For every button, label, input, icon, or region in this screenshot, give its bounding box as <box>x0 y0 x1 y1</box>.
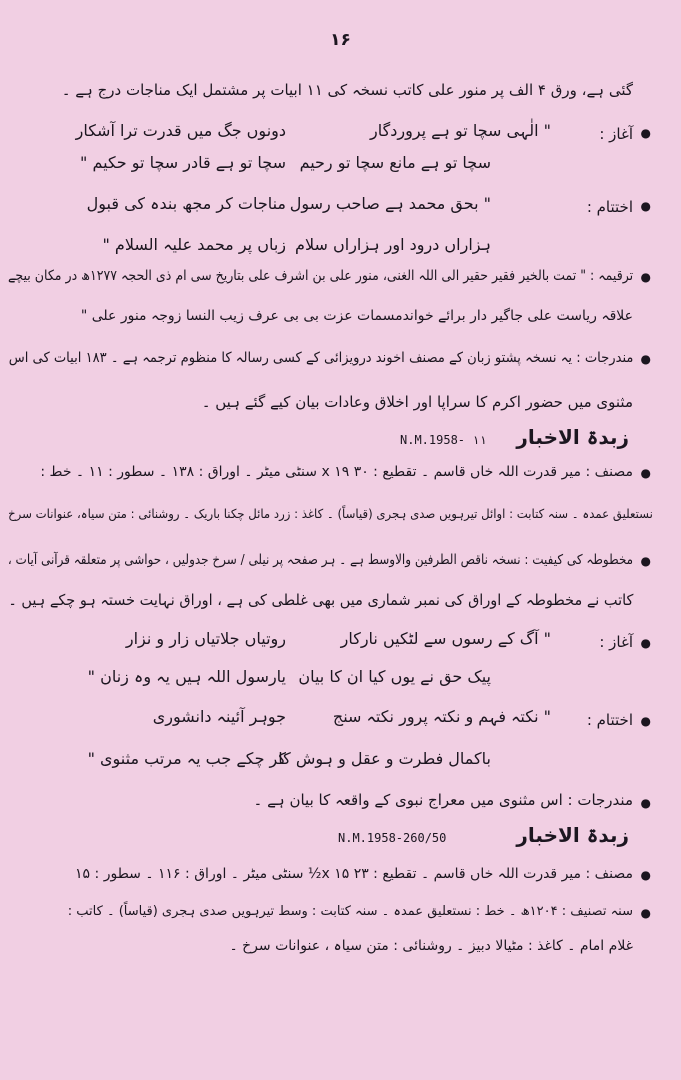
musannif-line: مصنف : میر قدرت اللہ خاں قاسم ۔ تقطیع : ۲۳ x ۱۵½ سنٹی میٹر ۔ اوراق : ۱۱۶ ۔ سطور : ۱۵ <box>75 866 633 882</box>
sana-line: غلام امام ۔ کاغذ : مٹیالا دبیز ۔ روشنائی : متن سیاہ ، عنوانات سرخ ۔ <box>229 938 633 954</box>
verse-left: روتیاں جلاتیاں زار و نزار <box>125 629 286 648</box>
verse-left: جوہر آئینہ دانشوری <box>152 707 286 726</box>
verse-right: " بحق محمد ہے صاحب رسول <box>289 194 491 213</box>
ikhtitam-label: اختتام : <box>586 711 633 729</box>
musannif-line: نستعلیق عمدہ ۔ سنہ کتابت : اوائل تیرہویں صدی ہجری (قیاساً) ۔ کاغذ : زرد مائل چکنا باریک ۔ روشنائی : متن سیاہ، عنوانات سرخ <box>8 506 653 521</box>
bullet: ● <box>640 270 651 284</box>
verse-left: یارسول اللہ ہیں یہ وہ زنان " <box>87 667 286 686</box>
verse-left: مناجات کر مجھ بندہ کی قبول <box>86 194 286 213</box>
verse-left: دونوں جگ میں قدرت ترا آشکار <box>75 121 286 140</box>
sana-line: سنہ تصنیف : ۱۲۰۴ھ ۔ خط : نستعلیق عمدہ ۔ سنہ کتابت : وسط تیرہویں صدی ہجری (قیاساً) ۔ کاتب : <box>67 904 633 919</box>
verse-right: پیک حق نے یوں کیا ان کا بیان <box>298 667 491 686</box>
verse-right: " الٰہی سچا تو ہے پروردگار <box>370 121 551 140</box>
mundarijat-line: مندرجات : یہ نسخہ پشتو زبان کے مصنف اخوند درویزائی کے کسی رسالہ کا منظوم ترجمہ ہے ۔ ۱۸۳ ابیات کی اس <box>8 350 634 366</box>
mundarijat-line: مثنوی میں حضور اکرم کا سراپا اور اخلاق وعادات بیان کیے گئے ہیں ۔ <box>201 393 633 411</box>
verse-left: سچا تو ہے قادر سچا تو حکیم " <box>80 153 286 172</box>
bullet: ● <box>640 352 651 366</box>
accession-number: N.M.1958-260/50 <box>338 831 447 845</box>
bullet: ● <box>640 199 651 213</box>
intro-line: گئی ہے، ورق ۴ الف پر منور علی کاتب نسخہ کی ۱۱ ابیات پر مشتمل ایک مناجات درج ہے ۔ <box>61 81 633 99</box>
bullet: ● <box>640 714 651 728</box>
mundarijat-line: مندرجات : اس مثنوی میں معراج نبوی کے واقعہ کا بیان ہے ۔ <box>253 791 633 809</box>
verse-right: " نکتہ فہم و نکتہ پرور نکتہ سنج <box>332 707 551 726</box>
ikhtitam-label: اختتام : <box>586 198 633 216</box>
page-number: ۱۶ <box>330 30 351 50</box>
verse-right: " آگ کے رسوں سے لٹکیں نارکار <box>340 629 551 648</box>
verse-left: زباں پر محمد علیہ السلام " <box>102 235 286 254</box>
entry-title: زبدۃ الاخبار <box>516 823 629 847</box>
bullet: ● <box>640 466 651 480</box>
aghaz-label: آغاز : <box>599 125 633 143</box>
verse-right: باکمال فطرت و عقل و ہوش کا <box>278 749 491 768</box>
verse-left: کر چکے جب یہ مرتب مثنوی " <box>87 749 286 768</box>
bullet: ● <box>640 868 651 882</box>
bullet: ● <box>640 636 651 650</box>
tarqima-line: ترقیمہ : " تمت بالخیر فقیر حقیر الی اللہ الغنی، منور علی بن اشرف علی بتاریخ سی ام ذی الحجہ ۱۲۷۷ھ در مکان بیچے <box>7 268 634 284</box>
musannif-line: مصنف : میر قدرت اللہ خاں قاسم ۔ تقطیع : ۳۰ x ۱۹ سنٹی میٹر ۔ اوراق : ۱۳۸ ۔ سطور : ۱۱ ۔ خط : <box>40 464 633 480</box>
bullet: ● <box>640 796 651 810</box>
verse-right: ہزاراں درود اور ہزاراں سلام <box>295 235 491 254</box>
kaifiyat-line: مخطوطہ کی کیفیت : نسخہ ناقص الطرفین والاوسط ہے ۔ ہر صفحہ پر نیلی / سرخ جدولیں ، حواشی پر متعلقہ قرآنی آیات ، <box>7 552 633 568</box>
bullet: ● <box>640 906 651 920</box>
verse-right: سچا تو ہے مانع سچا تو رحیم <box>299 153 491 172</box>
entry-title: زبدۃ الاخبار <box>516 425 629 449</box>
bullet: ● <box>640 126 651 140</box>
bullet: ● <box>640 554 651 568</box>
aghaz-label: آغاز : <box>599 633 633 651</box>
accession-number: N.M.1958- ۱۱ <box>400 433 487 447</box>
kaifiyat-line: کاتب نے مخطوطہ کے اوراق کی نمبر شماری میں بھی غلطی کی ہے ، اوراق نہایت خستہ ہو چکے ہیں ۔ <box>7 591 633 609</box>
tarqima-line: علاقہ ریاست علی جاگیر دار برائے خواندمسمات عزت بی بی عرف زیب النسا زوجہ منور علی " <box>80 308 633 324</box>
